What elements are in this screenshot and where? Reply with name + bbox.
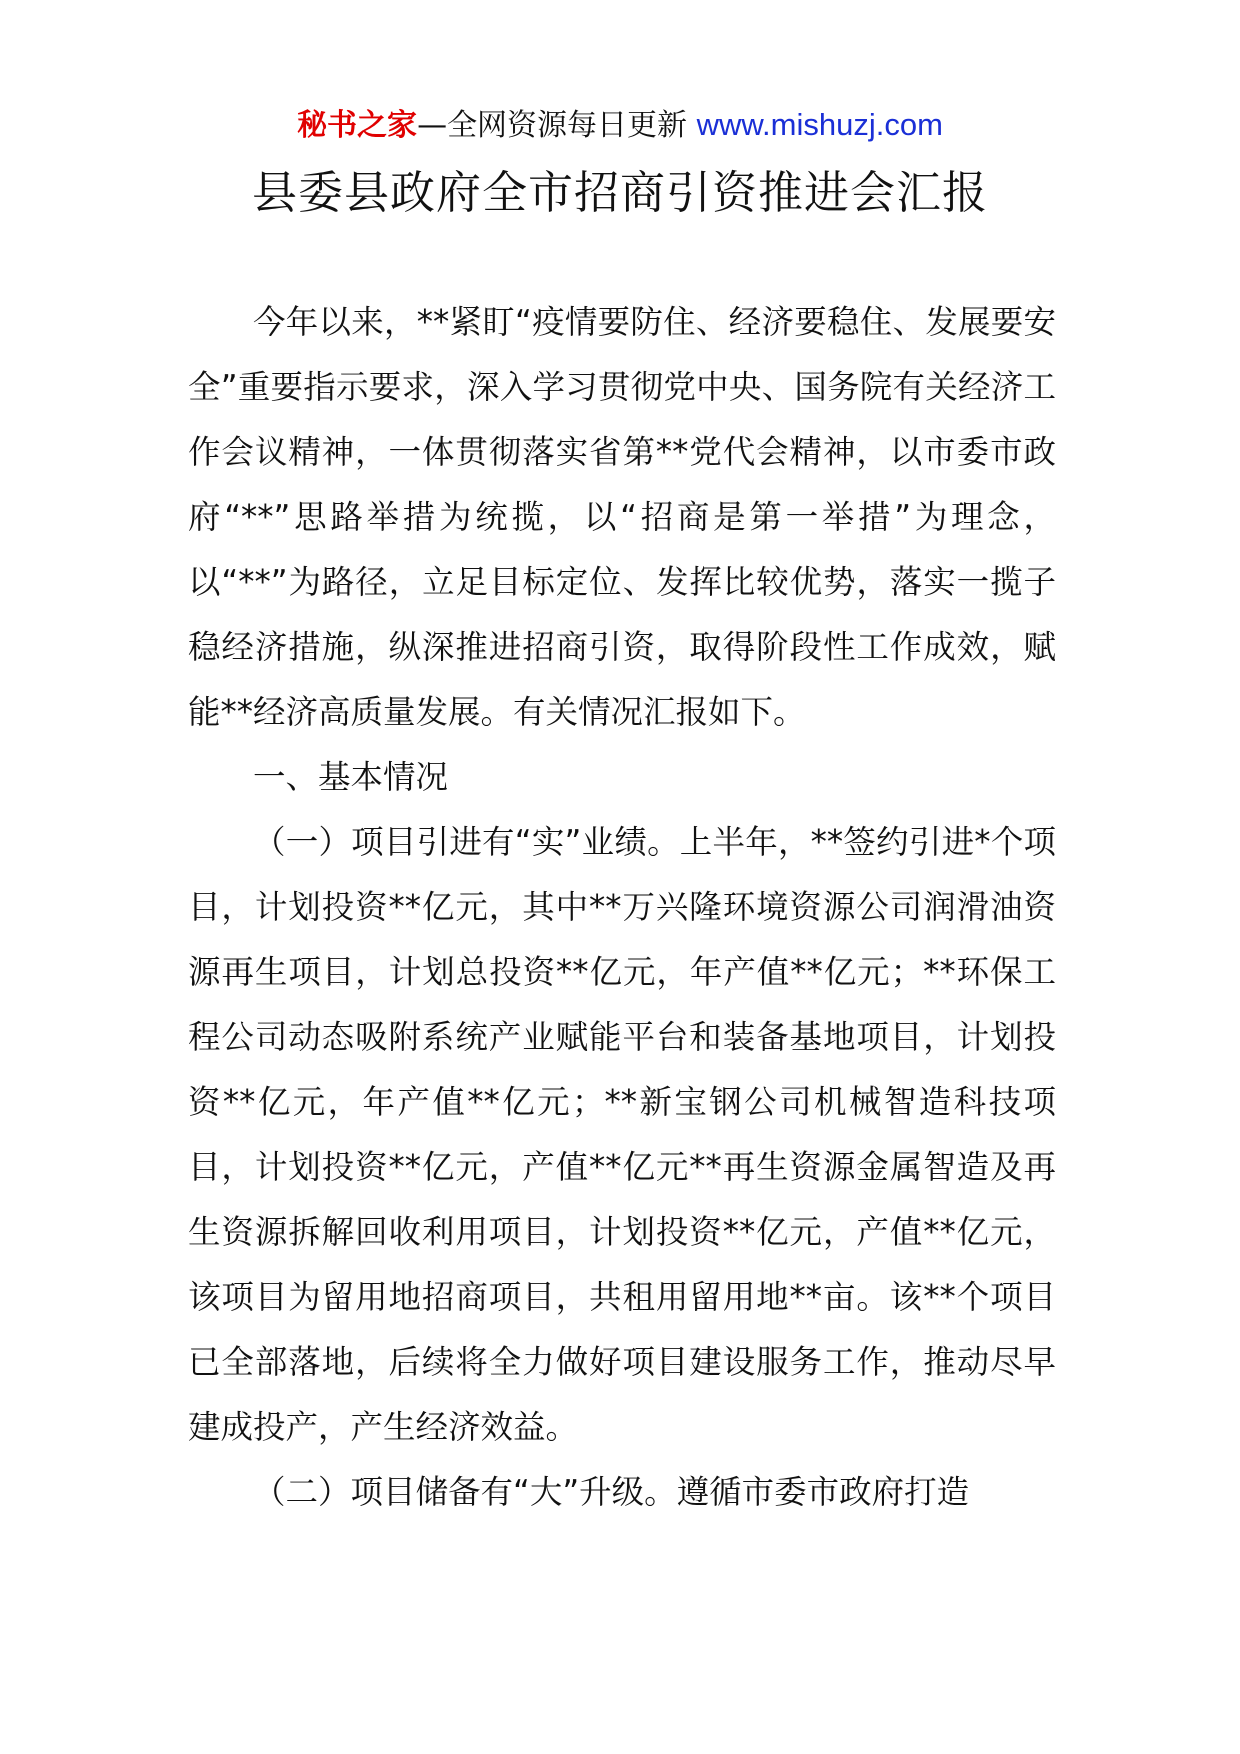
document-title: 县委县政府全市招商引资推进会汇报: [251, 166, 988, 219]
banner-slogan: —全网资源每日更新: [417, 108, 697, 143]
site-banner: [0, 103, 1240, 148]
section-heading-basic-situation: 一、基本情况: [253, 758, 449, 796]
paragraph-intro: 今年以来，**紧盯“疫情要防住、经济要稳住、发展要安全”重要指示要求，深入学习贯彻党中央、国务院有关经济工作会议精神，一体贯彻落实省第**党代会精神，以市委市政府“**”思路举措为统揽，以“招商是第一举措”为理念，以“**”为路径，立足目标定位、发挥比较优势，落实一揽子稳经济措施，纵深推进招商引资，取得阶段性工作成效，赋能**经济高质量发展。有关情况汇报如下。: [188, 303, 1056, 731]
banner-url-link[interactable]: www.mishuzj.com: [696, 107, 943, 142]
paragraph-project-reserve: （二）项目储备有“大”升级。遵循市委市政府打造: [253, 1473, 970, 1511]
document-body: [188, 290, 1056, 1525]
banner-brand: 秘书之家: [297, 108, 418, 143]
paragraph-project-introduction: （一）项目引进有“实”业绩。上半年，**签约引进*个项目，计划投资**亿元，其中**万兴隆环境资源公司润滑油资源再生项目，计划总投资**亿元，年产值**亿元；**环保工程公司动态吸附系统产业赋能平台和装备基地项目，计划投资**亿元，年产值**亿元；**新宝钢公司机械智造科技项目，计划投资**亿元，产值**亿元**再生资源金属智造及再生资源拆解回收利用项目，计划投资**亿元，产值**亿元，该项目为留用地招商项目，共租用留用地**亩。该**个项目已全部落地，后续将全力做好项目建设服务工作，推动尽早建成投产，产生经济效益。: [188, 823, 1056, 1446]
